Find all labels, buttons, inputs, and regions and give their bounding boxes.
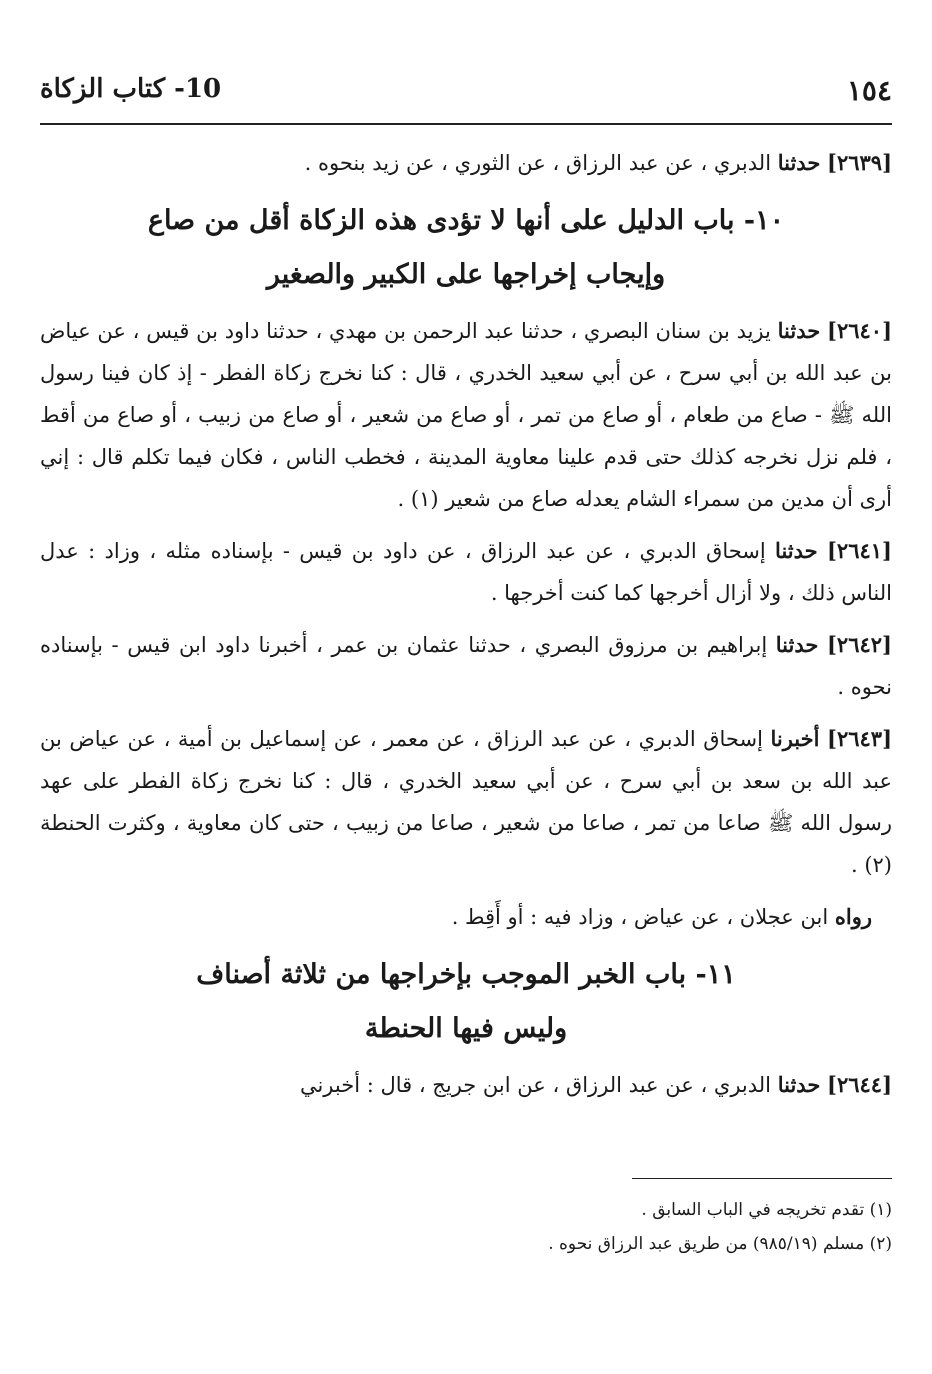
hadith-number: [٢٦٤٢] — [826, 632, 892, 657]
hadith-text: الدبري ، عن عبد الرزاق ، عن الثوري ، عن زيد بنحوه . — [304, 151, 772, 175]
book-page — [40, 60, 892, 1334]
footnote-2: (٢) مسلم (٩٨٥/١٩) من طريق عبد الرزاق نحوه . — [548, 1234, 892, 1254]
hadith-text: الدبري ، عن عبد الرزاق ، عن ابن جريج ، قال : أخبرني — [299, 1073, 772, 1097]
hadith-2644 — [40, 1064, 892, 1106]
hadith-text: يزيد بن سنان البصري ، حدثنا عبد الرحمن بن مهدي ، حدثنا داود بن قيس ، عن عياض بن عبد الله بن أبي سرح ، عن أبي سعيد الخدري ، قال : كنا نخرج زكاة الفطر - إذ كان فينا رسول الله ﷺ - صاع من طعام ، أو صاع من تمر ، أو صاع من شعير ، أو صاع من زبيب ، أو صاع من أقط ، فلم نزل نخرجه كذلك حتى قدم علينا معاوية المدينة ، فخطب الناس ، فكان فيما تكلم قال : إني أرى أن مدين من سمراء الشام يعدله صاع من شعير (١) . — [40, 319, 892, 511]
hadith-2641 — [40, 530, 892, 614]
chapter-title-line: وإيجاب إخراجها على الكبير والصغير — [266, 259, 666, 290]
hadith-number: [٢٦٤٤] — [827, 1072, 892, 1097]
hadith-2642 — [40, 624, 892, 708]
narration-note — [40, 896, 892, 938]
narration-keyword: حدثنا — [775, 632, 819, 657]
narration-keyword: حدثنا — [777, 1072, 821, 1097]
narration-keyword: حدثنا — [777, 150, 821, 175]
page-content — [40, 142, 892, 1116]
hadith-number: [٢٦٤٣] — [827, 726, 892, 751]
hadith-text: إسحاق الدبري ، عن عبد الرزاق ، عن داود بن قيس - بإسناده مثله ، وزاد : عدل الناس ذلك ، ولا أزال أخرجها كما كنت أخرجها . — [40, 539, 892, 605]
header-rule — [40, 123, 892, 125]
chapter-title-line: وليس فيها الحنطة — [364, 1013, 568, 1044]
hadith-text: إسحاق الدبري ، عن عبد الرزاق ، عن معمر ، عن إسماعيل بن أمية ، عن عياض بن عبد الله بن سعد بن أبي سرح ، عن أبي سعيد الخدري ، قال : كنا نخرج زكاة الفطر على عهد رسول الله ﷺ صاعا من تمر ، صاعا من شعير ، صاعا من زبيب ، حتى كان معاوية ، وكثرت الحنطة (٢) . — [40, 727, 892, 877]
page-header — [40, 60, 892, 116]
narration-keyword: أخبرنا — [770, 726, 820, 751]
footnote-1: (١) تقدم تخريجه في الباب السابق . — [641, 1200, 892, 1220]
chapter-11-heading — [40, 948, 892, 1056]
narration-text: ابن عجلان ، عن عياض ، وزاد فيه : أو أَقِط . — [451, 905, 829, 929]
hadith-number: [٢٦٤١] — [826, 538, 892, 563]
footnote-separator — [632, 1178, 892, 1179]
narration-keyword: حدثنا — [777, 318, 821, 343]
chapter-title-line: ١٠- باب الدليل على أنها لا تؤدى هذه الزكاة أقل من صاع — [147, 205, 785, 236]
narration-keyword: حدثنا — [775, 538, 818, 563]
hadith-2639 — [40, 142, 892, 184]
page-number: ١٥٤ — [846, 74, 892, 107]
running-title: 10- كتاب الزكاة — [40, 74, 222, 104]
footnotes — [40, 1178, 892, 1261]
hadith-number: [٢٦٣٩] — [827, 150, 892, 175]
hadith-text: إبراهيم بن مرزوق البصري ، حدثنا عثمان بن عمر ، أخبرنا داود ابن قيس - بإسناده نحوه . — [40, 633, 892, 699]
chapter-title-line: ١١- باب الخبر الموجب بإخراجها من ثلاثة أصناف — [196, 959, 736, 990]
chapter-10-heading — [40, 194, 892, 302]
hadith-2640 — [40, 310, 892, 520]
hadith-number: [٢٦٤٠] — [827, 318, 892, 343]
narration-keyword: رواه — [834, 904, 872, 929]
hadith-2643 — [40, 718, 892, 886]
